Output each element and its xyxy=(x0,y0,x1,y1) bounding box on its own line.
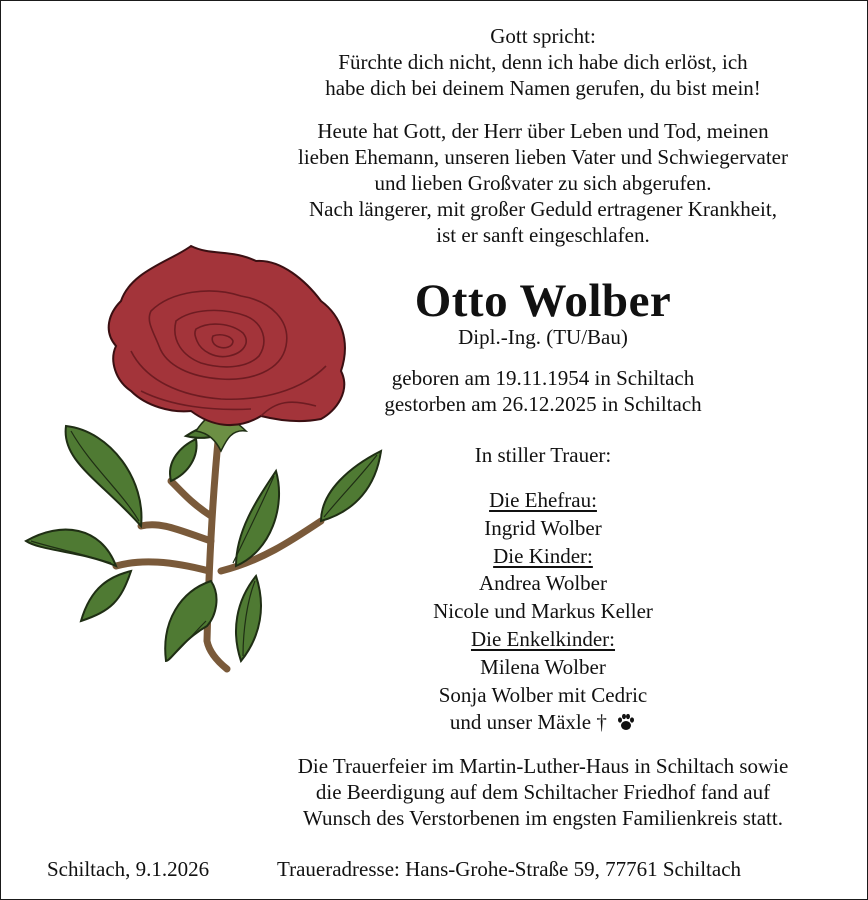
paw-icon xyxy=(616,712,636,732)
child-name: Andrea Wolber xyxy=(479,571,607,596)
ceremony-info xyxy=(201,753,868,831)
ceremony-line: Wunsch des Verstorbenen im engsten Familienkreis statt. xyxy=(303,806,783,830)
announcement xyxy=(201,118,868,248)
grandchildren-label: Die Enkelkinder: xyxy=(470,626,616,651)
pet-line xyxy=(201,709,868,737)
verse-line: Gott spricht: xyxy=(490,24,596,48)
wife-name: Ingrid Wolber xyxy=(484,515,602,540)
mourning-address: Traueradresse: Hans-Grohe-Straße 59, 77761 Schiltach xyxy=(277,857,742,881)
deceased-title: Dipl.-Ing. (TU/Bau) xyxy=(458,325,628,349)
announcement-line: Heute hat Gott, der Herr über Leben und Tod, meinen xyxy=(317,119,769,143)
place-date: Schiltach, 9.1.2026 xyxy=(47,857,210,881)
cross-symbol: † xyxy=(596,710,607,735)
children-label: Die Kinder: xyxy=(493,543,593,568)
pet-text: und unser Mäxle xyxy=(449,710,592,735)
ceremony-line: Die Trauerfeier im Martin-Luther-Haus in Schiltach sowie xyxy=(297,754,789,778)
announcement-line: ist er sanft eingeschlafen. xyxy=(436,223,650,247)
family-list xyxy=(201,487,868,737)
deceased-name: Otto Wolber xyxy=(414,275,672,327)
deceased-title-block xyxy=(201,324,868,350)
mourning-intro-block xyxy=(201,442,868,468)
birth-date: geboren am 19.11.1954 in Schiltach xyxy=(391,366,695,390)
bible-verse xyxy=(201,23,868,101)
ceremony-line: die Beerdigung auf dem Schiltacher Friedhof fand auf xyxy=(315,780,771,804)
death-date: gestorben am 26.12.2025 in Schiltach xyxy=(384,392,702,416)
announcement-line: Nach längerer, mit großer Geduld ertragener Krankheit, xyxy=(309,197,777,221)
announcement-line: lieben Ehemann, unseren lieben Vater und Schwiegervater xyxy=(297,145,788,169)
verse-line: habe dich bei deinem Namen gerufen, du bist mein! xyxy=(325,76,761,100)
life-dates xyxy=(201,365,868,417)
grandchild-name: Sonja Wolber mit Cedric xyxy=(438,682,648,707)
grandchild-name: Milena Wolber xyxy=(480,654,606,679)
mourning-intro: In stiller Trauer: xyxy=(474,443,612,467)
child-name: Nicole und Markus Keller xyxy=(433,599,653,624)
wife-label: Die Ehefrau: xyxy=(489,488,597,512)
verse-line: Fürchte dich nicht, denn ich habe dich erlöst, ich xyxy=(338,50,748,74)
announcement-line: und lieben Großvater zu sich abgerufen. xyxy=(374,171,712,195)
